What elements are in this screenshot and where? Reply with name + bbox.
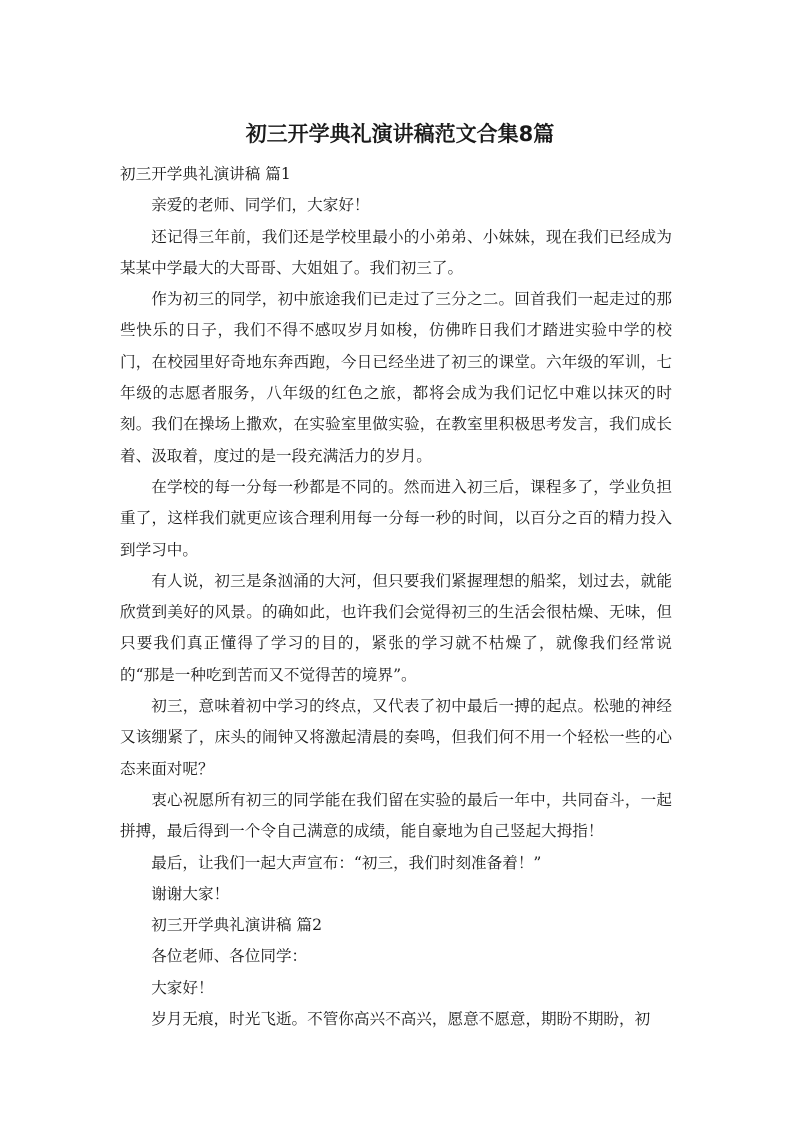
- paragraph: 各位老师、各位同学：: [151, 947, 308, 966]
- document-title: 初三开学典礼演讲稿范文合集8篇: [245, 122, 555, 146]
- paragraph: 初三，意味着初中学习的终点，又代表了初中最后一搏的起点。松驰的神经又该绷紧了，床头的闹钟又将激起清晨的奏鸣，但我们何不用一个轻松一些的心态来面对呢？: [120, 697, 672, 778]
- paragraph: 谢谢大家！: [151, 884, 230, 903]
- paragraph: 亲爱的老师、同学们，大家好！: [151, 196, 370, 215]
- section-heading: 初三开学典礼演讲稿 篇1: [120, 165, 291, 183]
- document-body: [120, 159, 672, 1035]
- paragraph: 有人说，初三是条汹涌的大河，但只要我们紧握理想的船桨，划过去，就能欣赏到美好的风景。的确如此，也许我们会觉得初三的生活会很枯燥、无味，但只要我们真正懂得了学习的目的，紧张的学习就不枯燥了，就像我们经常说的“那是一种吃到苦而又不觉得苦的境界”。: [120, 571, 672, 684]
- paragraph: 在学校的每一分每一秒都是不同的。然而进入初三后，课程多了，学业负担重了，这样我们就更应该合理利用每一分每一秒的时间，以百分之百的精力投入到学习中。: [120, 477, 672, 559]
- paragraph: 衷心祝愿所有初三的同学能在我们留在实验的最后一年中，共同奋斗，一起拼搏，最后得到一个令自己满意的成绩，能自豪地为自己竖起大拇指！: [120, 790, 672, 841]
- paragraph: 岁月无痕，时光飞逝。不管你高兴不高兴，愿意不愿意，期盼不期盼，初: [151, 1010, 651, 1029]
- section-heading: 初三开学典礼演讲稿 篇2: [151, 916, 323, 935]
- paragraph: 作为初三的同学，初中旅途我们已走过了三分之二。回首我们一起走过的那些快乐的日子，我们不得不感叹岁月如梭，仿佛昨日我们才踏进实验中学的校门，在校园里好奇地东奔西跑，今日已经坐进了初三的课堂。六年级的军训，七年级的志愿者服务，八年级的红色之旅，都将会成为我们记忆中难以抹灭的时刻。我们在操场上撒欢，在实验室里做实验，在教室里积极思考发言，我们成长着、汲取着，度过的是一段充满活力的岁月。: [120, 290, 672, 465]
- paragraph: 还记得三年前，我们还是学校里最小的小弟弟、小妹妹，现在我们已经成为某某中学最大的大哥哥、大姐姐了。我们初三了。: [120, 227, 672, 277]
- paragraph: 最后，让我们一起大声宣布：“初三，我们时刻准备着！”: [151, 853, 542, 872]
- paragraph: 大家好！: [151, 978, 214, 997]
